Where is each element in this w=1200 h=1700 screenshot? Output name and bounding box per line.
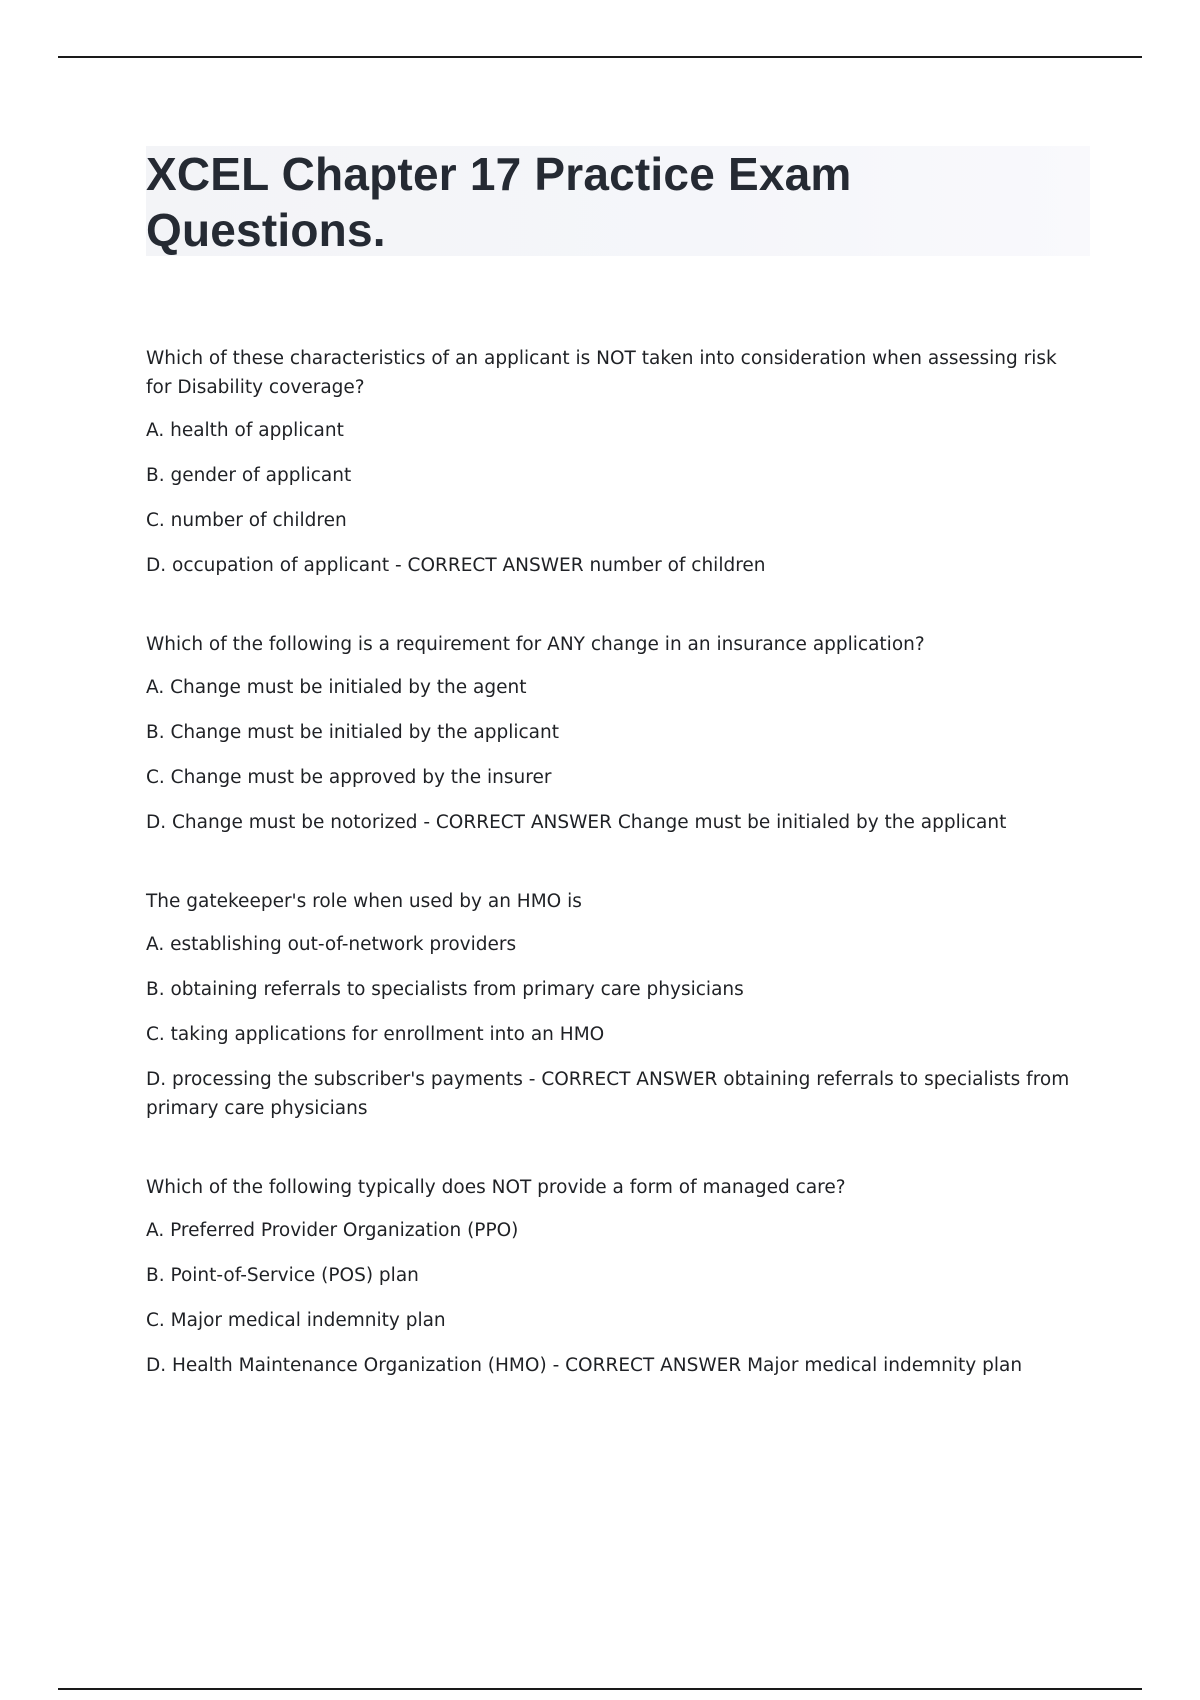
question-block	[146, 887, 1086, 1123]
correct-answer-text: Major medical indemnity plan	[747, 1355, 1023, 1376]
answer-option-with-key: D. occupation of applicant - CORRECT ANSWER number of children	[146, 555, 766, 576]
answer-option-text: D. occupation of applicant	[146, 555, 390, 576]
correct-answer-label: CORRECT ANSWER	[565, 1355, 742, 1376]
correct-answer-text: obtaining referrals to specialists from primary care physicians	[146, 1069, 1070, 1119]
answer-option: C. Change must be approved by the insurer	[146, 767, 552, 788]
answer-option: A. establishing out-of-network providers	[146, 934, 517, 955]
answer-option: A. Change must be initialed by the agent	[146, 677, 527, 698]
answer-option: C. taking applications for enrollment into an HMO	[146, 1024, 605, 1045]
answer-option-text: D. Change must be notorized	[146, 812, 418, 833]
correct-answer-label: CORRECT ANSWER	[435, 812, 612, 833]
question-text: Which of the following is a requirement for ANY change in an insurance application?	[146, 634, 925, 655]
answer-option: A. health of applicant	[146, 420, 344, 441]
answer-option-text: D. Health Maintenance Organization (HMO)	[146, 1355, 547, 1376]
answer-option-text: D. processing the subscriber's payments	[146, 1069, 523, 1090]
answer-option-with-key: D. Change must be notorized - CORRECT ANSWER Change must be initialed by the applicant	[146, 812, 1007, 833]
question-text: The gatekeeper's role when used by an HMO is	[146, 891, 582, 912]
answer-option-with-key: D. processing the subscriber's payments - CORRECT ANSWER obtaining referrals to specialists from primary care physicians	[146, 1069, 1070, 1119]
question-block	[146, 344, 1086, 580]
question-text: Which of these characteristics of an applicant is NOT taken into consideration when assessing risk for Disability coverage?	[146, 348, 1057, 398]
bottom-divider	[58, 1688, 1142, 1690]
correct-answer-label: CORRECT ANSWER	[541, 1069, 718, 1090]
correct-answer-text: number of children	[589, 555, 766, 576]
top-divider	[58, 56, 1142, 58]
answer-option: C. number of children	[146, 510, 347, 531]
title-banner	[146, 146, 1090, 256]
page-title: XCEL Chapter 17 Practice Exam Questions.	[146, 148, 852, 256]
answer-option: B. Change must be initialed by the applicant	[146, 722, 559, 743]
answer-option: B. Point-of-Service (POS) plan	[146, 1265, 419, 1286]
correct-answer-text: Change must be initialed by the applicant	[617, 812, 1007, 833]
answer-option: B. gender of applicant	[146, 465, 352, 486]
question-text: Which of the following typically does NOT provide a form of managed care?	[146, 1177, 846, 1198]
question-block	[146, 1173, 1086, 1380]
answer-option: B. obtaining referrals to specialists from primary care physicians	[146, 979, 744, 1000]
answer-option: A. Preferred Provider Organization (PPO)	[146, 1220, 519, 1241]
answer-option: C. Major medical indemnity plan	[146, 1310, 446, 1331]
question-list	[146, 344, 1086, 1430]
answer-option-with-key: D. Health Maintenance Organization (HMO) - CORRECT ANSWER Major medical indemnity plan	[146, 1355, 1023, 1376]
correct-answer-label: CORRECT ANSWER	[407, 555, 584, 576]
question-block	[146, 630, 1086, 837]
